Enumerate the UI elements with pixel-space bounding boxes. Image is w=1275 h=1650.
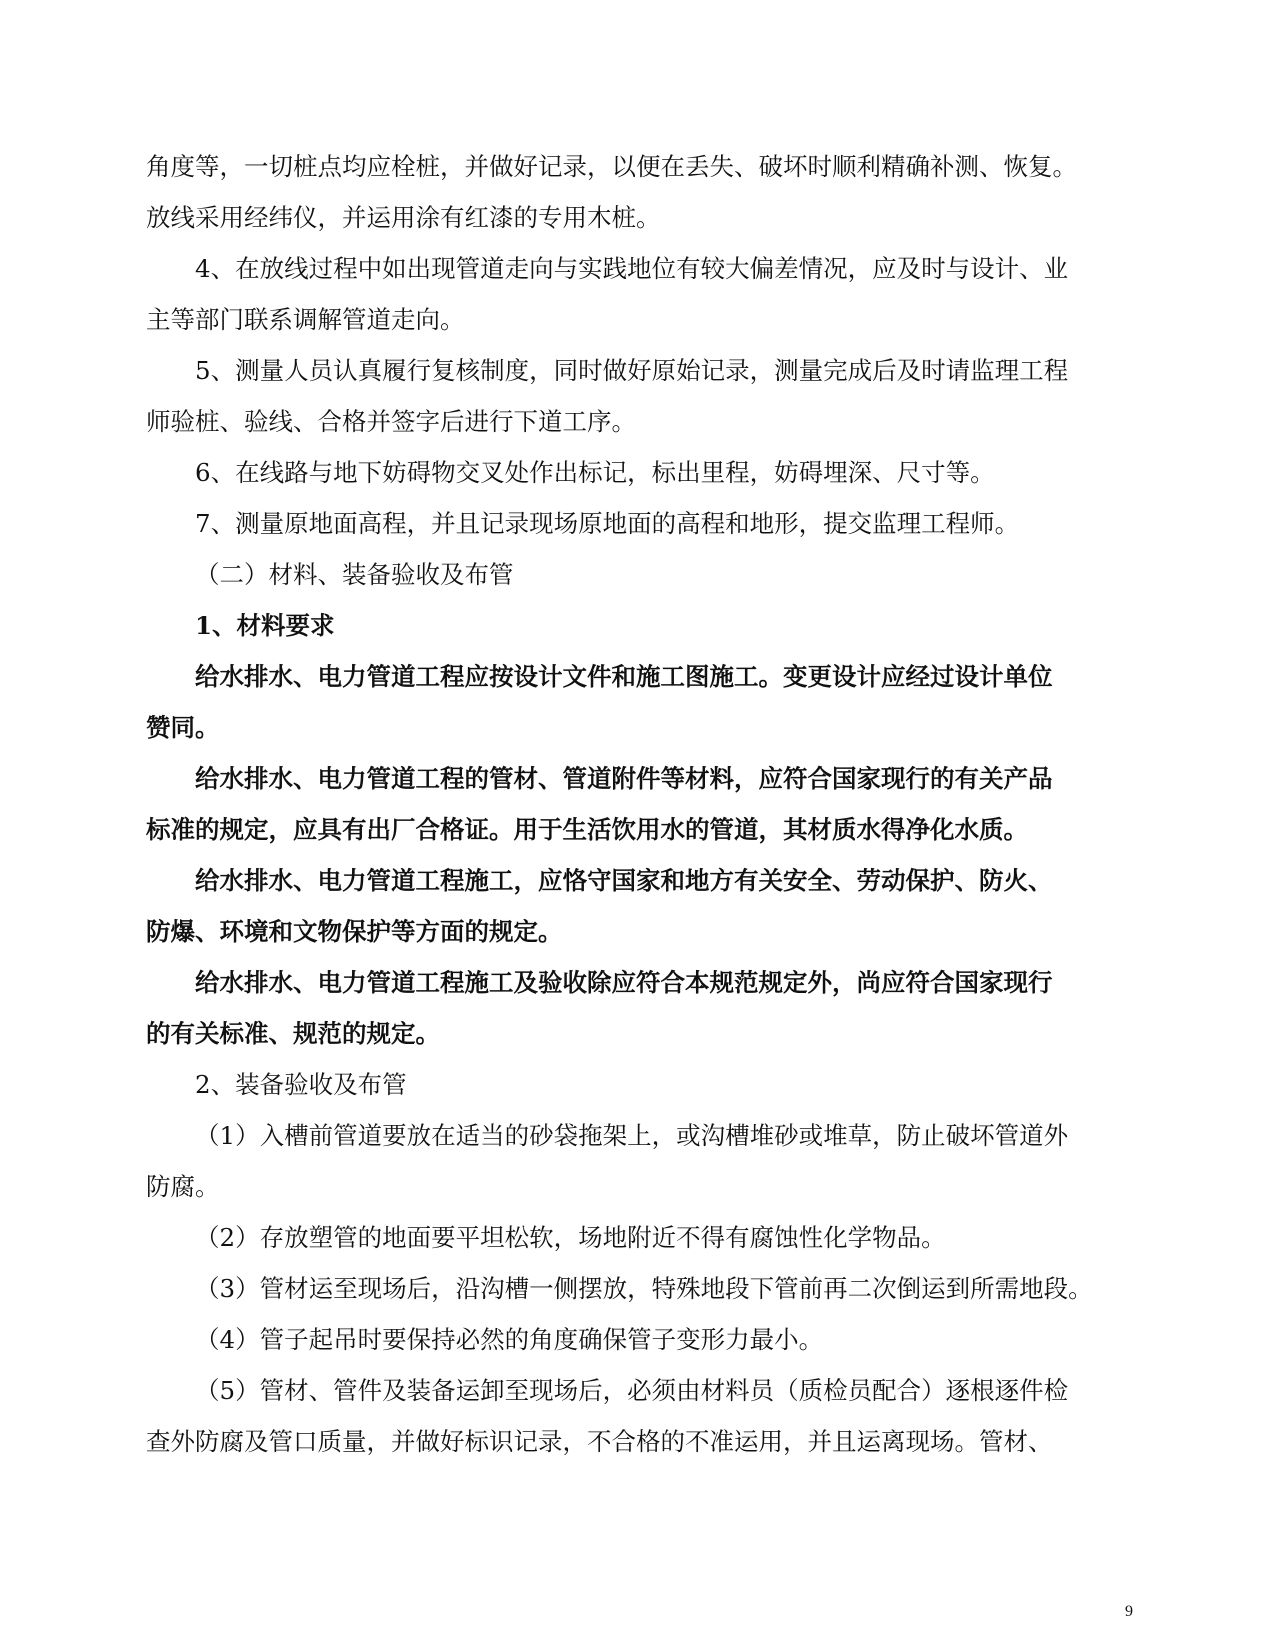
body-line-bold: 给水排水、电力管道工程施工及验收除应符合本规范规定外，尚应符合国家现行 bbox=[195, 968, 1053, 997]
body-line-bold: 给水排水、电力管道工程的管材、管道附件等材料，应符合国家现行的有关产品 bbox=[195, 764, 1053, 793]
body-line: 防腐。 bbox=[146, 1172, 220, 1201]
subsection-heading: 1、材料要求 bbox=[195, 611, 335, 640]
body-line: （2）存放塑管的地面要平坦松软，场地附近不得有腐蚀性化学物品。 bbox=[195, 1223, 946, 1252]
body-line: 主等部门联系调解管道走向。 bbox=[146, 305, 465, 334]
body-line: 5、测量人员认真履行复核制度，同时做好原始记录，测量完成后及时请监理工程 bbox=[195, 356, 1069, 385]
body-line-bold: 赞同。 bbox=[146, 713, 220, 742]
subsection-heading: 2、装备验收及布管 bbox=[195, 1070, 407, 1099]
body-line-bold: 给水排水、电力管道工程施工，应恪守国家和地方有关安全、劳动保护、防火、 bbox=[195, 866, 1053, 895]
body-line: 师验桩、验线、合格并签字后进行下道工序。 bbox=[146, 407, 636, 436]
body-line-bold: 给水排水、电力管道工程应按设计文件和施工图施工。变更设计应经过设计单位 bbox=[195, 662, 1053, 691]
body-line: （3）管材运至现场后，沿沟槽一侧摆放，特殊地段下管前再二次倒运到所需地段。 bbox=[195, 1274, 1093, 1303]
body-line: 7、测量原地面高程，并且记录现场原地面的高程和地形，提交监理工程师。 bbox=[195, 509, 1020, 538]
body-line: （1）入槽前管道要放在适当的砂袋拖架上，或沟槽堆砂或堆草，防止破坏管道外 bbox=[195, 1121, 1069, 1150]
document-body bbox=[146, 141, 1136, 1467]
body-line: 角度等，一切桩点均应栓桩，并做好记录，以便在丢失、破坏时顺利精确补测、恢复。 bbox=[146, 152, 1077, 181]
section-heading: （二）材料、装备验收及布管 bbox=[195, 560, 514, 589]
body-line: （4）管子起吊时要保持必然的角度确保管子变形力最小。 bbox=[195, 1325, 824, 1354]
body-line: 查外防腐及管口质量，并做好标识记录，不合格的不准运用，并且运离现场。管材、 bbox=[146, 1427, 1053, 1456]
body-line: 放线采用经纬仪，并运用涂有红漆的专用木桩。 bbox=[146, 203, 661, 232]
page-number: 9 bbox=[1125, 1603, 1133, 1620]
body-line: 6、在线路与地下妨碍物交叉处作出标记，标出里程，妨碍埋深、尺寸等。 bbox=[195, 458, 995, 487]
body-line-bold: 标准的规定，应具有出厂合格证。用于生活饮用水的管道，其材质水得净化水质。 bbox=[146, 815, 1028, 844]
body-line-bold: 的有关标准、规范的规定。 bbox=[146, 1019, 440, 1048]
body-line: 4、在放线过程中如出现管道走向与实践地位有较大偏差情况，应及时与设计、业 bbox=[195, 254, 1069, 283]
body-line-bold: 防爆、环境和文物保护等方面的规定。 bbox=[146, 917, 563, 946]
body-line: （5）管材、管件及装备运卸至现场后，必须由材料员（质检员配合）逐根逐件检 bbox=[195, 1376, 1069, 1405]
